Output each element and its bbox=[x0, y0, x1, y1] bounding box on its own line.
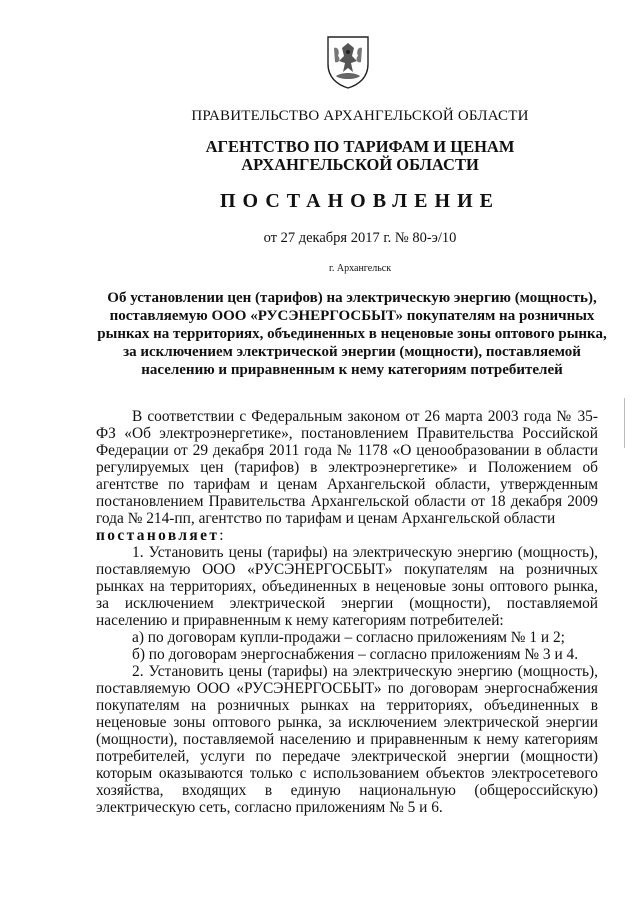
agency-name-line2: АРХАНГЕЛЬСКОЙ ОБЛАСТИ bbox=[241, 155, 479, 174]
city-name: г. Архангельск bbox=[328, 263, 392, 274]
document-type: ПОСТАНОВЛЕНИЕ bbox=[220, 190, 500, 212]
item-1b: б) по договорам энергоснабжения – согласно приложениям № 3 и 4. bbox=[132, 646, 579, 663]
resolution-body bbox=[96, 408, 598, 816]
resolves-colon: : bbox=[219, 527, 224, 544]
margin-mark bbox=[624, 398, 625, 448]
date-number: от 27 декабря 2017 г. № 80-э/10 bbox=[263, 230, 457, 246]
agency-name bbox=[60, 138, 640, 174]
item-1: 1. Установить цены (тарифы) на электрическую энергию (мощность), поставляемую ООО «РУСЭНЕРГОСБЫТ» покупателям на розничных рынках на территориях, объединенных в неценовые зоны оптового рынка, за исключением электрической энергии (мощности), поставляемой населению и приравненным к нему категориям потребителей: bbox=[96, 544, 598, 629]
preamble-paragraph: В соответствии с Федеральным законом от 26 марта 2003 года № 35-ФЗ «Об электроэнергетике», постановлением Правительства Российской Федерации от 29 декабря 2011 года № 1178 «О ценообразовании в области регулируемых цен (тарифов) в электроэнергетике» и Положением об агентстве по тарифам и ценам Архангельской области, утвержденным постановлением Правительства Архангельской области от 18 декабря 2009 года № 214-пп, агентство по тарифам и ценам Архангельской области bbox=[96, 408, 598, 527]
agency-name-line1: АГЕНТСТВО ПО ТАРИФАМ И ЦЕНАМ bbox=[205, 137, 515, 156]
item-2: 2. Установить цены (тарифы) на электрическую энергию (мощность), поставляемую ООО «РУСЭНЕРГОСБЫТ» по договорам энергоснабжения покупателям на розничных рынках на территориях, объединенных в неценовые зоны оптового рынка, за исключением электрической энергии (мощности), поставляемой населению и приравненным к нему категориям потребителей, услуги по передаче электрической энергии (мощности) которым оказываются только с использованием объектов электросетевого хозяйства, входящих в единую национальную (общероссийскую) электрическую сеть, согласно приложениям № 5 и 6. bbox=[96, 663, 598, 816]
government-name: ПРАВИТЕЛЬСТВО АРХАНГЕЛЬСКОЙ ОБЛАСТИ bbox=[191, 108, 529, 124]
resolution-title: Об установлении цен (тарифов) на электрическую энергию (мощность), поставляемую ООО «РУСЭНЕРГОСБЫТ» покупателям на розничных рынках на территориях, объединенных в неценовые зоны оптового рынка, за исключением электрической энергии (мощности), поставляемой населению и приравненным к нему категориям потребителей bbox=[97, 290, 607, 378]
item-1a: а) по договорам купли-продажи – согласно приложениям № 1 и 2; bbox=[132, 629, 565, 646]
resolves-line bbox=[96, 527, 598, 544]
coat-of-arms-icon bbox=[324, 34, 372, 90]
resolves-word: постановляет bbox=[96, 527, 220, 544]
